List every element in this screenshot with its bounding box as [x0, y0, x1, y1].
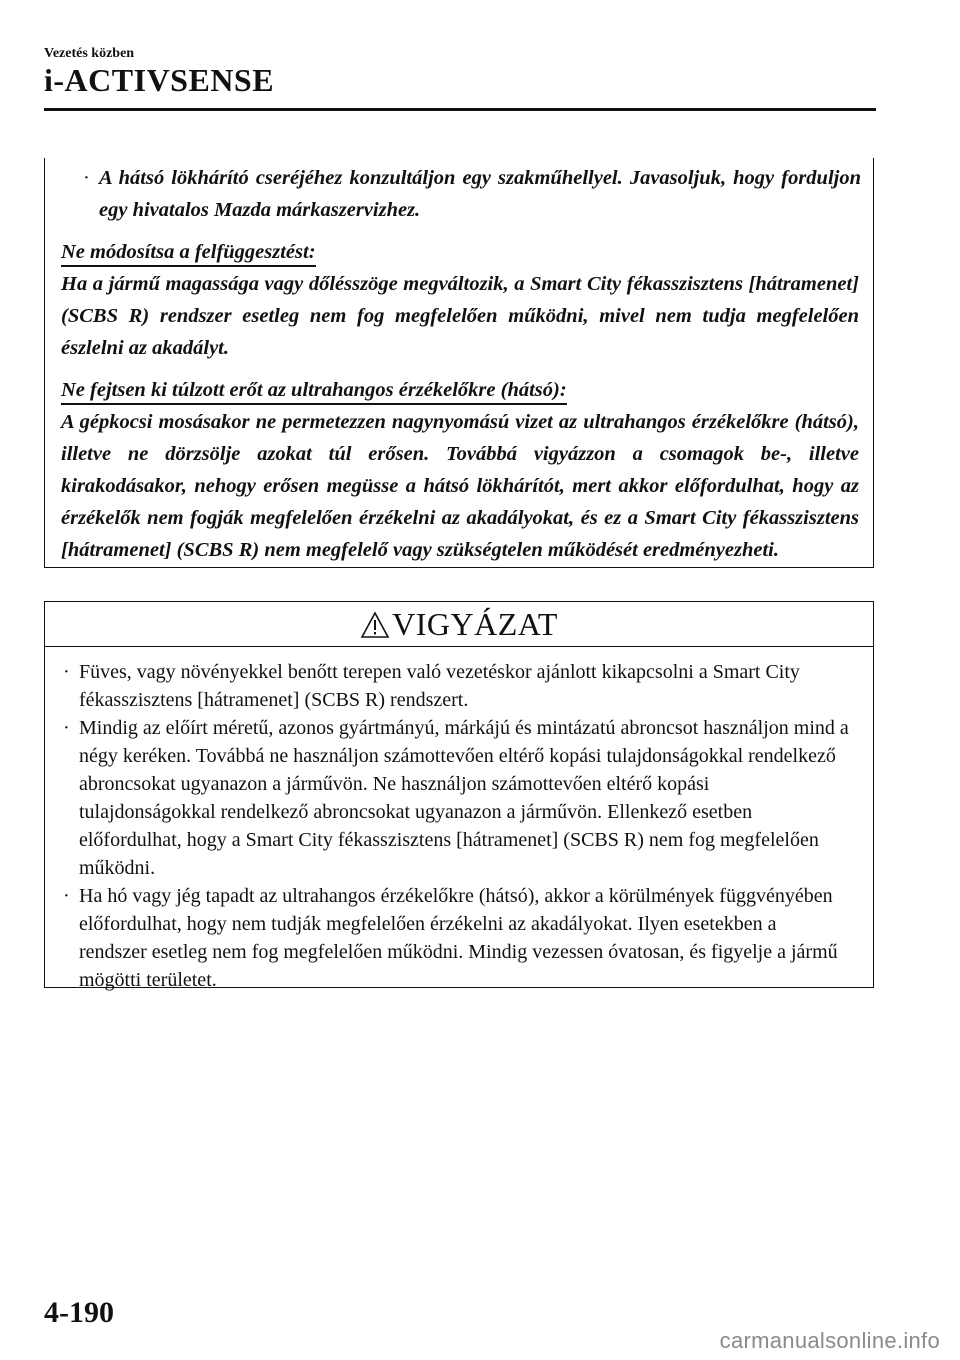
bullet-dot: · — [63, 717, 70, 739]
caution-header — [45, 602, 873, 647]
caution-box — [44, 601, 874, 991]
list-item — [63, 882, 849, 994]
bullet-dot: · — [63, 885, 70, 907]
paragraph-heading: Ne fejtsen ki túlzott erőt az ultrahangos érzékelőkre (hátsó): — [61, 379, 567, 405]
warning-triangle-icon — [360, 611, 390, 639]
caution-list — [63, 658, 849, 994]
list-item — [63, 714, 849, 882]
page-number: 4-190 — [44, 1296, 114, 1329]
section-label: Vezetés közben — [44, 46, 135, 61]
paragraph-body: Ha a jármű magassága vagy dőlésszöge megváltozik, a Smart City fékasszisztens [hátramenet] (SCBS R) rendszer esetleg nem fog megfelelően működni, mivel nem tudja megfelelően észlelni az akadályt. — [61, 273, 859, 359]
header-rule — [44, 108, 876, 111]
warning-box — [44, 158, 874, 568]
list-item-text: Füves, vagy növényekkel benőtt terepen való vezetéskor ajánlott kikapcsolni a Smart City fékasszisztens [hátramenet] (SCBS R) rendszert. — [79, 661, 800, 711]
bullet-dot: · — [83, 167, 90, 189]
warning-bullet-text: A hátsó lökhárító cseréjéhez konzultáljon egy szakműhellyel. Javasoljuk, hogy forduljon egy hivatalos Mazda márkaszervizhez. — [99, 167, 861, 221]
paragraph-body: A gépkocsi mosásakor ne permetezzen nagynyomású vizet az ultrahangos érzékelőkre (hátsó), illetve ne dörzsölje azokat túl erősen. Továbbá vigyázzon a csomagok be-, illetve kirakodásakor, nehogy erősen megüsse a hátsó lökhárítót, mert akkor előfordulhat, hogy az érzékelők nem fogják megfelelően érzékelni az akadályokat, és ez a Smart City fékasszisztens [hátramenet] (SCBS R) nem megfelelő vagy szükségtelen működését eredményezheti. — [61, 411, 859, 561]
list-item-text: Mindig az előírt méretű, azonos gyártmányú, márkájú és mintázatú abroncsot használjon mind a négy keréken. Továbbá ne használjon számottevően eltérő kopási tulajdonságokkal rendelkező abroncsokat ugyanazon a járművön. Ne használjon számottevően eltérő kopási tulajdonságokkal rendelkező abroncsokat ugyanazon a járművön. Ellenkező esetben előfordulhat, hogy a Smart City fékasszisztens [hátramenet] (SCBS R) nem fog megfelelően működni. — [79, 717, 849, 879]
list-item — [63, 658, 849, 714]
page-title: i-ACTIVSENSE — [44, 62, 275, 98]
watermark: carmanualsonline.info — [719, 1328, 940, 1353]
list-item-text: Ha hó vagy jég tapadt az ultrahangos érzékelőkre (hátsó), akkor a körülmények függvényében előfordulhat, hogy nem tudják megfelelően érzékelni az akadályokat. Ilyen esetekben a rendszer esetleg nem fog megfelelően működni. Mindig vezessen óvatosan, és figyelje a jármű mögötti területet. — [79, 885, 838, 991]
bullet-dot: · — [63, 661, 70, 683]
warning-bullet-item — [83, 162, 861, 226]
paragraph-heading: Ne módosítsa a felfüggesztést: — [61, 241, 316, 267]
warning-paragraph-sensors — [61, 374, 859, 566]
warning-paragraph-suspension — [61, 236, 859, 364]
caution-title: VIGYÁZAT — [392, 606, 558, 642]
